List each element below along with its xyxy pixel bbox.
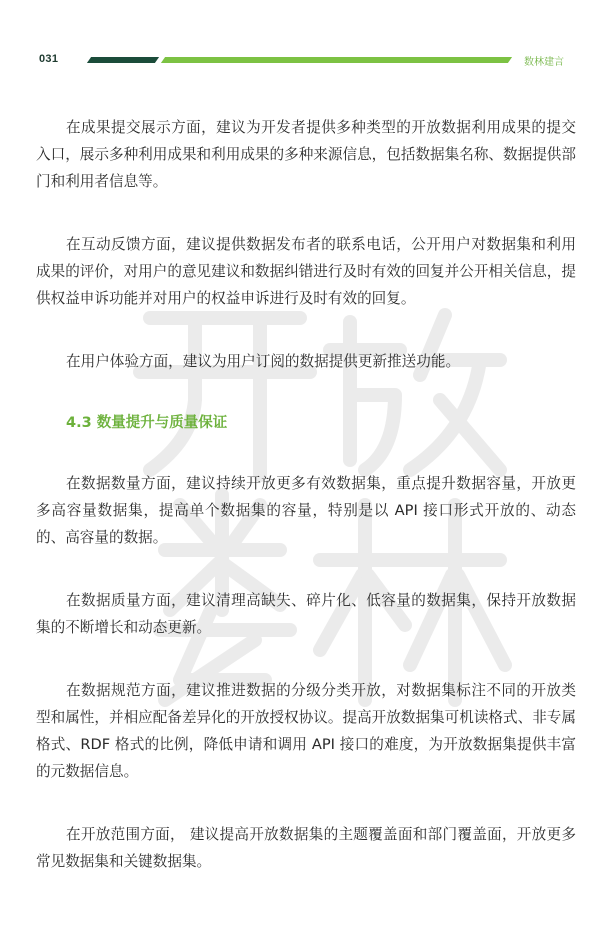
paragraph-data-quantity: 在数据数量方面，建议持续开放更多有效数据集，重点提升数据容量，开放更多高容量数据集，提高单个数据集的容量，特别是以 API 接口形式开放的、动态的、高容量的数据。 (36, 475, 576, 546)
paragraph-data-quality: 在数据质量方面，建议清理高缺失、碎片化、低容量的数据集，保持开放数据集的不断增长和动态更新。 (36, 592, 576, 636)
paragraph-user-experience: 在用户体验方面，建议为用户订阅的数据提供更新推送功能。 (66, 353, 461, 370)
paragraph-result-submission: 在成果提交展示方面，建议为开发者提供多种类型的开放数据利用成果的提交入口，展示多种利用成果和利用成果的多种来源信息，包括数据集名称、数据提供部门和利用者信息等。 (36, 119, 576, 190)
paragraph-open-scope: 在开放范围方面， 建议提高开放数据集的主题覆盖面和部门覆盖面，开放更多常见数据集和关键数据集。 (36, 826, 576, 870)
brand-label: 数林建言 (524, 57, 564, 68)
paragraph-data-standards: 在数据规范方面，建议推进数据的分级分类开放，对数据集标注不同的开放类型和属性，并相应配备差异化的开放授权协议。提高开放数据集可机读格式、非专属格式、RDF 格式的比例，降低申请和调用 API 接口的难度，为开放数据集提供丰富的元数据信息。 (36, 682, 576, 780)
paragraph-interactive-feedback: 在互动反馈方面，建议提供数据发布者的联系电话，公开用户对数据集和利用成果的评价，对用户的意见建议和数据纠错进行及时有效的回复并公开相关信息，提供权益申诉功能并对用户的权益申诉进行及时有效的回复。 (36, 236, 576, 307)
page-header (0, 0, 600, 80)
header-bar-light (161, 57, 512, 63)
article-body (36, 114, 576, 911)
page-number: 031 (39, 53, 59, 65)
section-title: 4.3 数量提升与质量保证 (66, 415, 228, 431)
header-bar-dark (87, 57, 159, 63)
